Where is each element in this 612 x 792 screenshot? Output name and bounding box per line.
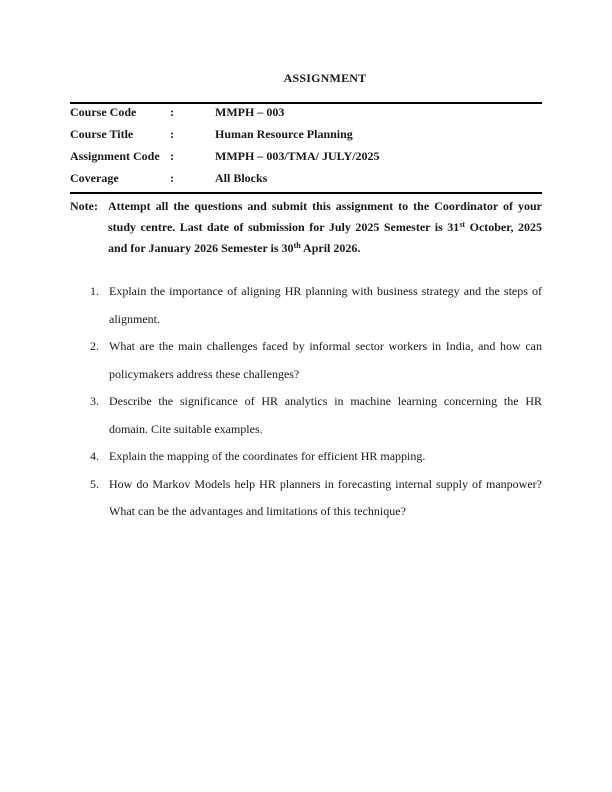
info-separator: : [170, 149, 174, 163]
question-number: 4. [90, 449, 99, 463]
question-text: Describe the significance of HR analytics in machine learning concerning the HR domain. Cite suitable examples. [109, 394, 542, 436]
table-row [70, 126, 542, 148]
ordinal-superscript: st [459, 220, 466, 229]
question-item [70, 278, 542, 333]
question-text: What are the main challenges faced by informal sector workers in India, and how can policymakers address these challenges? [109, 339, 542, 381]
table-row [70, 170, 542, 192]
question-number: 1. [90, 284, 99, 298]
info-label: Course Title [70, 127, 134, 141]
note-text: Attempt all the questions and submit this assignment to the Coordinator of your study centre. Last date of submission for July 2025 Semester is 31 [108, 199, 542, 234]
question-text: Explain the importance of aligning HR planning with business strategy and the steps of alignment. [109, 284, 542, 326]
info-value: All Blocks [215, 171, 268, 185]
note-paragraph [70, 196, 542, 259]
question-item [70, 471, 542, 526]
page-title: ASSIGNMENT [283, 71, 367, 85]
info-label: Coverage [70, 171, 119, 185]
table-row [70, 104, 542, 126]
questions-list [70, 278, 542, 526]
info-separator: : [170, 105, 174, 119]
info-value: MMPH – 003/TMA/ JULY/2025 [215, 149, 380, 163]
table-row [70, 148, 542, 170]
question-item [70, 388, 542, 443]
question-item [70, 333, 542, 388]
course-info-table [70, 102, 542, 194]
note-label: Note: [70, 199, 98, 213]
page-content [70, 0, 542, 526]
question-number: 5. [90, 476, 99, 491]
question-number: 2. [90, 339, 99, 353]
note-text: October, 2025 and for January 2026 Semester is 30 [108, 220, 542, 255]
info-value: MMPH – 003 [215, 105, 285, 119]
ordinal-superscript: th [293, 241, 301, 250]
info-separator: : [170, 171, 174, 185]
info-label: Course Code [70, 105, 137, 119]
info-value: Human Resource Planning [215, 127, 353, 141]
question-number: 3. [90, 394, 99, 408]
note-text: April 2026. [300, 241, 361, 255]
info-label: Assignment Code [70, 149, 160, 163]
question-item [70, 443, 542, 471]
question-text: Explain the mapping of the coordinates for efficient HR mapping. [109, 449, 426, 463]
question-text: How do Markov Models help HR planners in forecasting internal supply of manpower? What can be the advantages and limitations of this technique? [109, 476, 542, 518]
info-separator: : [170, 127, 174, 141]
